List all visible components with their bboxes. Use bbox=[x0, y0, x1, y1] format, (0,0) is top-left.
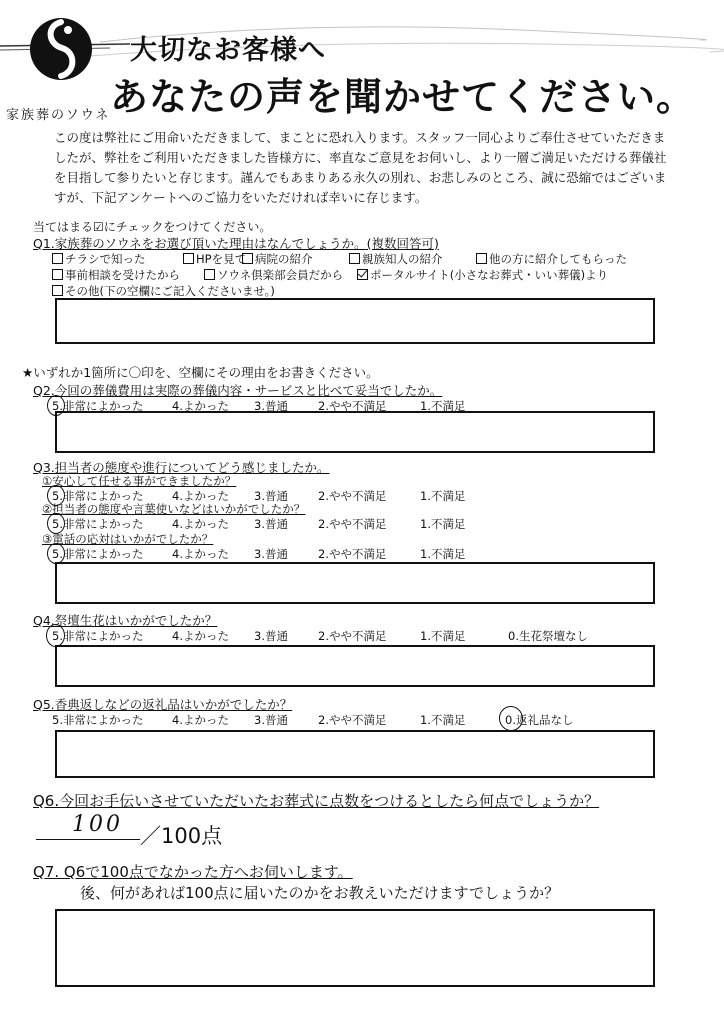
q1-option-consultation[interactable]: 事前相談を受けたから bbox=[52, 267, 180, 283]
q5-label: Q5.香典返しなどの返礼品はいかがでしたか？ bbox=[33, 697, 293, 712]
q1-answer-box[interactable] bbox=[55, 298, 655, 344]
brand-logo-icon bbox=[28, 16, 94, 82]
q5-rating-1[interactable]: 1.不満足 bbox=[420, 713, 466, 727]
checkbox-icon bbox=[52, 269, 63, 280]
q3-sub3-label: ③電話の応対はいかがでしたか？ bbox=[42, 532, 214, 546]
q7-answer-box[interactable] bbox=[55, 909, 655, 987]
q1-option-portal-site[interactable]: ポータルサイト(小さなお葬式・いい葬儀)より bbox=[357, 267, 608, 283]
q3-sub1-rating-1[interactable]: 1.不満足 bbox=[420, 489, 466, 503]
section-note: ★いずれか1箇所に〇印を、空欄にその理由をお書きください。 bbox=[22, 365, 379, 380]
q5-rating-2[interactable]: 2.やや不満足 bbox=[318, 713, 387, 727]
q4-answer-box[interactable] bbox=[55, 645, 655, 687]
q4-rating-0[interactable]: 0.生花祭壇なし bbox=[508, 629, 588, 643]
q2-rating-3[interactable]: 3.普通 bbox=[254, 399, 288, 413]
checkbox-icon bbox=[476, 253, 487, 264]
q3-sub2-rating-2[interactable]: 2.やや不満足 bbox=[318, 517, 387, 531]
q1-option-homepage[interactable]: HPを見て bbox=[183, 251, 246, 267]
checkbox-icon bbox=[52, 285, 63, 296]
q3-sub2-rating-4[interactable]: 4.よかった bbox=[172, 517, 229, 531]
q1-option-other[interactable]: その他(下の空欄にご記入くださいませ。) bbox=[52, 283, 275, 299]
q5-rating-5[interactable]: 5.非常によかった bbox=[52, 713, 144, 727]
page-title-line1: 大切なお客様へ bbox=[130, 35, 326, 66]
q7-label-line1: Q7. Q6で100点でなかった方へお伺いします。 bbox=[33, 863, 353, 881]
q1-option-referral[interactable]: 他の方に紹介してもらった bbox=[476, 251, 627, 267]
checkbox-checked-icon bbox=[357, 269, 368, 280]
q4-rating-4[interactable]: 4.よかった bbox=[172, 629, 229, 643]
q3-sub1-rating-5[interactable]: 5.非常によかった bbox=[52, 489, 144, 503]
brand-name: 家族葬のソウネ bbox=[6, 108, 111, 123]
q5-rating-4[interactable]: 4.よかった bbox=[172, 713, 229, 727]
q6-answer-line bbox=[36, 839, 140, 840]
q3-sub3-rating-4[interactable]: 4.よかった bbox=[172, 547, 229, 561]
q5-answer-box[interactable] bbox=[55, 730, 655, 778]
q3-sub1-rating-4[interactable]: 4.よかった bbox=[172, 489, 229, 503]
q7-label-line2: 後、何があれば100点に届いたのかをお教えいただけますでしょうか？ bbox=[80, 884, 560, 902]
q3-sub3-rating-3[interactable]: 3.普通 bbox=[254, 547, 288, 561]
q2-rating-4[interactable]: 4.よかった bbox=[172, 399, 229, 413]
q2-label: Q2.今回の葬儀費用は実際の葬儀内容・サービスと比べて妥当でしたか。 bbox=[33, 383, 443, 398]
checkbox-icon bbox=[204, 269, 215, 280]
q5-rating-3[interactable]: 3.普通 bbox=[254, 713, 288, 727]
q3-sub3-rating-2[interactable]: 2.やや不満足 bbox=[318, 547, 387, 561]
q2-rating-5[interactable]: 5.非常によかった bbox=[52, 399, 144, 413]
checkbox-icon bbox=[349, 253, 360, 264]
q4-selected-circle bbox=[46, 624, 65, 647]
checkbox-icon bbox=[242, 253, 253, 264]
q1-option-hospital[interactable]: 病院の紹介 bbox=[242, 251, 313, 267]
q2-rating-2[interactable]: 2.やや不満足 bbox=[318, 399, 387, 413]
q3-sub3-rating-5[interactable]: 5.非常によかった bbox=[52, 547, 144, 561]
intro-text: この度は弊社にご用命いただきまして、まことに恐れ入ります。スタッフ一同心よりご奉仕させていただきましたが、弊社をご利用いただきました皆様方に、率直なご意見をお伺いし、より一層ご満足いただける葬儀社を目指して参りたいと存じます。謹んでもあまりある永久の別れ、お悲しみのところ、誠に恐縮ではございますが、下記アンケートへのご協力をいただければ幸いに存じます。 bbox=[54, 130, 667, 205]
q4-rating-2[interactable]: 2.やや不満足 bbox=[318, 629, 387, 643]
q6-score-suffix: ／100点 bbox=[140, 824, 223, 848]
q6-label: Q6.今回お手伝いさせていただいたお葬式に点数をつけるとしたら何点でしょうか？ bbox=[33, 792, 600, 810]
q6-handwritten-answer[interactable]: 100 bbox=[72, 812, 123, 837]
q1-option-relatives[interactable]: 親族知人の紹介 bbox=[349, 251, 443, 267]
q3-sub2-rating-5[interactable]: 5.非常によかった bbox=[52, 517, 144, 531]
q4-rating-5[interactable]: 5.非常によかった bbox=[52, 629, 144, 643]
q4-rating-1[interactable]: 1.不満足 bbox=[420, 629, 466, 643]
q3-answer-box[interactable] bbox=[55, 562, 655, 604]
q3-sub1-rating-3[interactable]: 3.普通 bbox=[254, 489, 288, 503]
q5-rating-0[interactable]: 0.返礼品なし bbox=[505, 713, 574, 727]
checkbox-icon bbox=[183, 253, 194, 264]
q4-label: Q4.祭壇生花はいかがでしたか？ bbox=[33, 613, 218, 628]
q1-option-flyer[interactable]: チラシで知った bbox=[52, 251, 146, 267]
q3-label: Q3.担当者の態度や進行についてどう感じましたか。 bbox=[33, 460, 330, 475]
q3-sub3-selected-circle bbox=[47, 543, 65, 564]
q3-sub2-rating-3[interactable]: 3.普通 bbox=[254, 517, 288, 531]
q2-rating-1[interactable]: 1.不満足 bbox=[420, 399, 466, 413]
q2-answer-box[interactable] bbox=[55, 411, 655, 453]
q4-rating-3[interactable]: 3.普通 bbox=[254, 629, 288, 643]
q3-sub2-rating-1[interactable]: 1.不満足 bbox=[420, 517, 466, 531]
checkbox-icon bbox=[52, 253, 63, 264]
q3-sub3-rating-1[interactable]: 1.不満足 bbox=[420, 547, 466, 561]
q1-label: Q1.家族葬のソウネをお選び頂いた理由はなんでしょうか。(複数回答可) bbox=[33, 236, 439, 251]
q3-sub1-label: ①安心して任せる事ができましたか？ bbox=[42, 474, 237, 488]
q3-sub1-rating-2[interactable]: 2.やや不満足 bbox=[318, 489, 387, 503]
page-title-line2: あなたの声を聞かせてください。 bbox=[110, 75, 696, 119]
q1-option-club-member[interactable]: ソウネ倶楽部会員だから bbox=[204, 267, 343, 283]
q3-sub2-label: ②担当者の態度や言葉使いなどはいかがでしたか？ bbox=[42, 502, 306, 516]
check-instruction: 当てはまる☑にチェックをつけてください。 bbox=[33, 220, 272, 234]
